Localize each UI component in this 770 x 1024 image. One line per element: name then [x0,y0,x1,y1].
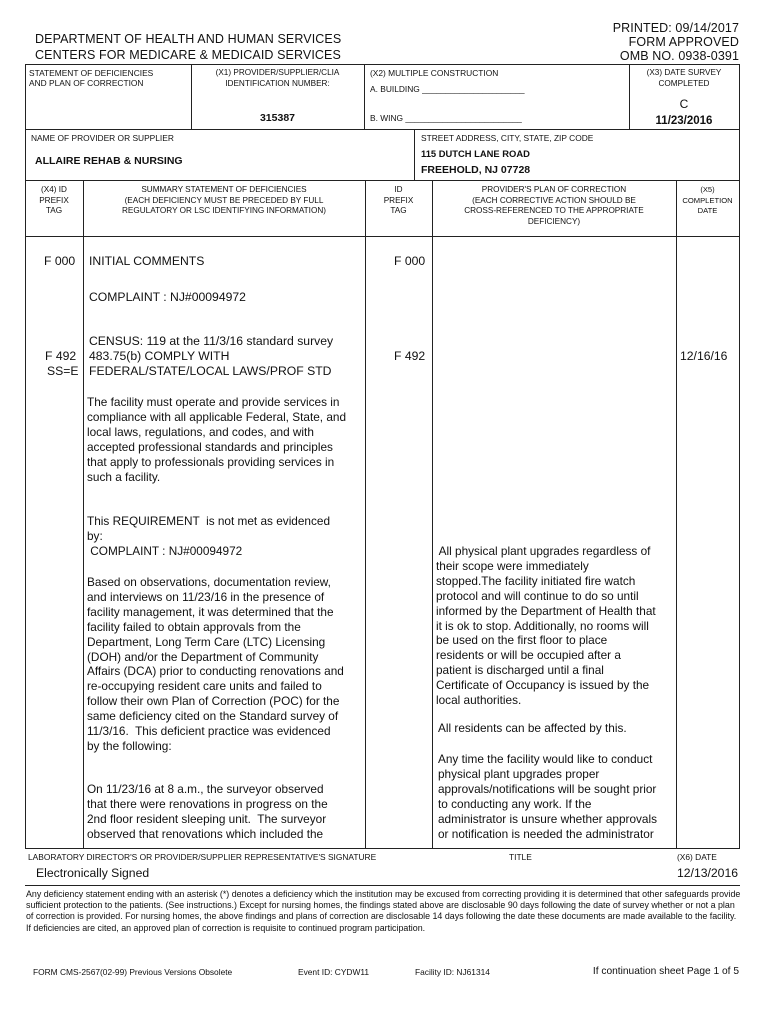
provider-name-label: NAME OF PROVIDER OR SUPPLIER [31,133,174,143]
survey-date: 11/23/2016 [655,115,713,127]
disclaimer-text: Any deficiency statement ending with an asterisk (*) denotes a deficiency which the institution may be excused from correcting providing it is determined that other safeguards provide sufficient protection to the patients. (See instructions.) Except for nursing homes, the findings stated above are disclosable 90 days following the date of survey whether or not a plan of correction is provided. For nursing homes, the above findings and plans of correction are disclosable 14 days following the date these documents are made available to the facility. If deficiencies are cited, an approved plan of correction is requisite to continued program participation. [26,889,741,933]
agency-name: CENTERS FOR MEDICARE & MEDICAID SERVICES [35,48,341,62]
plan-of-correction-3: Any time the facility would like to conduct physical plant upgrades proper approvals/notifications will be sought prior to conducting any work. If the administrator is unsure whether approvals or notification is needed the administrator [438,752,658,841]
rule-left [25,64,26,848]
completion-date: 12/16/16 [680,349,728,363]
signature-date-label: (X6) DATE [677,852,717,862]
rule-col-2 [365,180,366,848]
page-indicator: If continuation sheet Page 1 of 5 [592,966,739,977]
plan-of-correction-2: All residents can be affected by this. [438,721,627,735]
multiple-construction-label: (X2) MULTIPLE CONSTRUCTION [370,68,499,78]
regulation-line-1: 483.75(b) COMPLY WITH [89,349,230,363]
tag-f000: F 000 [44,254,76,268]
rule-col-3 [432,180,433,848]
form-approved: FORM APPROVED [628,35,739,49]
wing-line: B. WING _________________________ [370,113,522,123]
form-number: FORM CMS-2567(02-99) Previous Versions Obsolete [33,967,233,977]
rule-name-split [414,129,415,180]
address-label: STREET ADDRESS, CITY, STATE, ZIP CODE [421,133,594,143]
tag-f492-right: F 492 [394,349,426,363]
col-id-header: ID PREFIX TAG [383,185,414,215]
initial-comments: INITIAL COMMENTS [89,254,205,268]
col-summary-header: SUMMARY STATEMENT OF DEFICIENCIES (EACH DEFICIENCY MUST BE PRECEDED BY FULL REGULATORY OR LSC IDENTIFYING INFORMATION) [122,185,326,215]
statement-label: STATEMENT OF DEFICIENCIES AND PLAN OF CORRECTION [29,68,154,88]
provider-id: 315387 [259,112,296,124]
signature-value: Electronically Signed [36,866,150,880]
provider-id-label: (X1) PROVIDER/SUPPLIER/CLIA IDENTIFICATION NUMBER: [215,68,340,88]
rule-right [739,64,740,848]
rule-colhead-bottom [25,236,740,237]
findings-text: Based on observations, documentation review, and interviews on 11/23/16 in the presence of facility management, it was determined that the facility failed to obtain approvals from the Department, Long Term Care (LTC) Licensing (DOH) and/or the Department of Community Affairs (DCA) prior to conducting renovations and re-occupying resident care units and failed to follow their own Plan of Correction (POC) for the same deficiency cited on the Standard survey of 11/3/16. This deficient practice was evidenced by the following: [87,575,344,753]
city-state-zip: FREEHOLD, NJ 07728 [421,164,531,176]
street-address: 115 DUTCH LANE ROAD [421,148,530,159]
col-plan-header: PROVIDER'S PLAN OF CORRECTION (EACH CORRECTIVE ACTION SHOULD BE CROSS-REFERENCED TO THE APPROPRIATE DEFICIENCY) [464,185,644,226]
plan-of-correction-1: All physical plant upgrades regardless of their scope were immediately stopped.The facility initiated fire watch protocol and will continue to do so until informed by the Department of Health that it is ok to stop. Additionally, no rooms will be used on the first floor to place residents or will be occupied after a patient is discharged until a final Certificate of Occupancy is issued by the local authorities. [436,544,656,708]
requirement-text: This REQUIREMENT is not met as evidenced by: COMPLAINT : NJ#00094972 [87,514,331,558]
observation-text: On 11/23/16 at 8 a.m., the surveyor observed that there were renovations in progress on the 2nd floor resident sleeping unit. The surveyor observed that renovations which included the [87,782,328,841]
regulation-line-2: FEDERAL/STATE/LOCAL LAWS/PROF STD [89,364,332,378]
survey-completed-label: (X3) DATE SURVEY COMPLETED [646,68,722,88]
rule-col-1 [83,180,84,848]
scope-severity: SS=E [47,364,79,378]
rule-info-2 [364,64,365,129]
title-label: TITLE [509,852,532,862]
tag-f492: F 492 [45,349,77,363]
rule-signature-bottom [25,885,740,886]
building-line: A. BUILDING ______________________ [370,84,525,94]
rule-name-bottom [25,180,740,181]
signature-label: LABORATORY DIRECTOR'S OR PROVIDER/SUPPLIER REPRESENTATIVE'S SIGNATURE [28,852,377,862]
printed-date: PRINTED: 09/14/2017 [612,21,739,35]
col-x4-header: (X4) ID PREFIX TAG [39,185,69,215]
rule-info-bottom [25,129,740,130]
signature-date: 12/13/2016 [677,866,738,880]
provider-name: ALLAIRE REHAB & NURSING [35,155,183,167]
tag-f000-right: F 000 [394,254,426,268]
rule-top [25,64,740,65]
event-id: Event ID: CYDW11 [298,967,370,977]
complaint-number: COMPLAINT : NJ#00094972 [89,290,246,304]
facility-id: Facility ID: NJ61314 [415,967,490,977]
col-x5-header: (X5) COMPLETION DATE [682,185,733,215]
regulation-text: The facility must operate and provide services in compliance with all applicable Federal, State, and local laws, regulations, and codes, and with accepted professional standards and principles that apply to professionals providing services in such a facility. [87,395,347,484]
rule-body-bottom [25,848,740,849]
omb-number: OMB NO. 0938-0391 [619,49,739,63]
department-name: DEPARTMENT OF HEALTH AND HUMAN SERVICES [35,32,342,46]
survey-letter: C [679,97,689,111]
census-line: CENSUS: 119 at the 11/3/16 standard survey [89,334,334,348]
rule-col-4 [676,180,677,848]
